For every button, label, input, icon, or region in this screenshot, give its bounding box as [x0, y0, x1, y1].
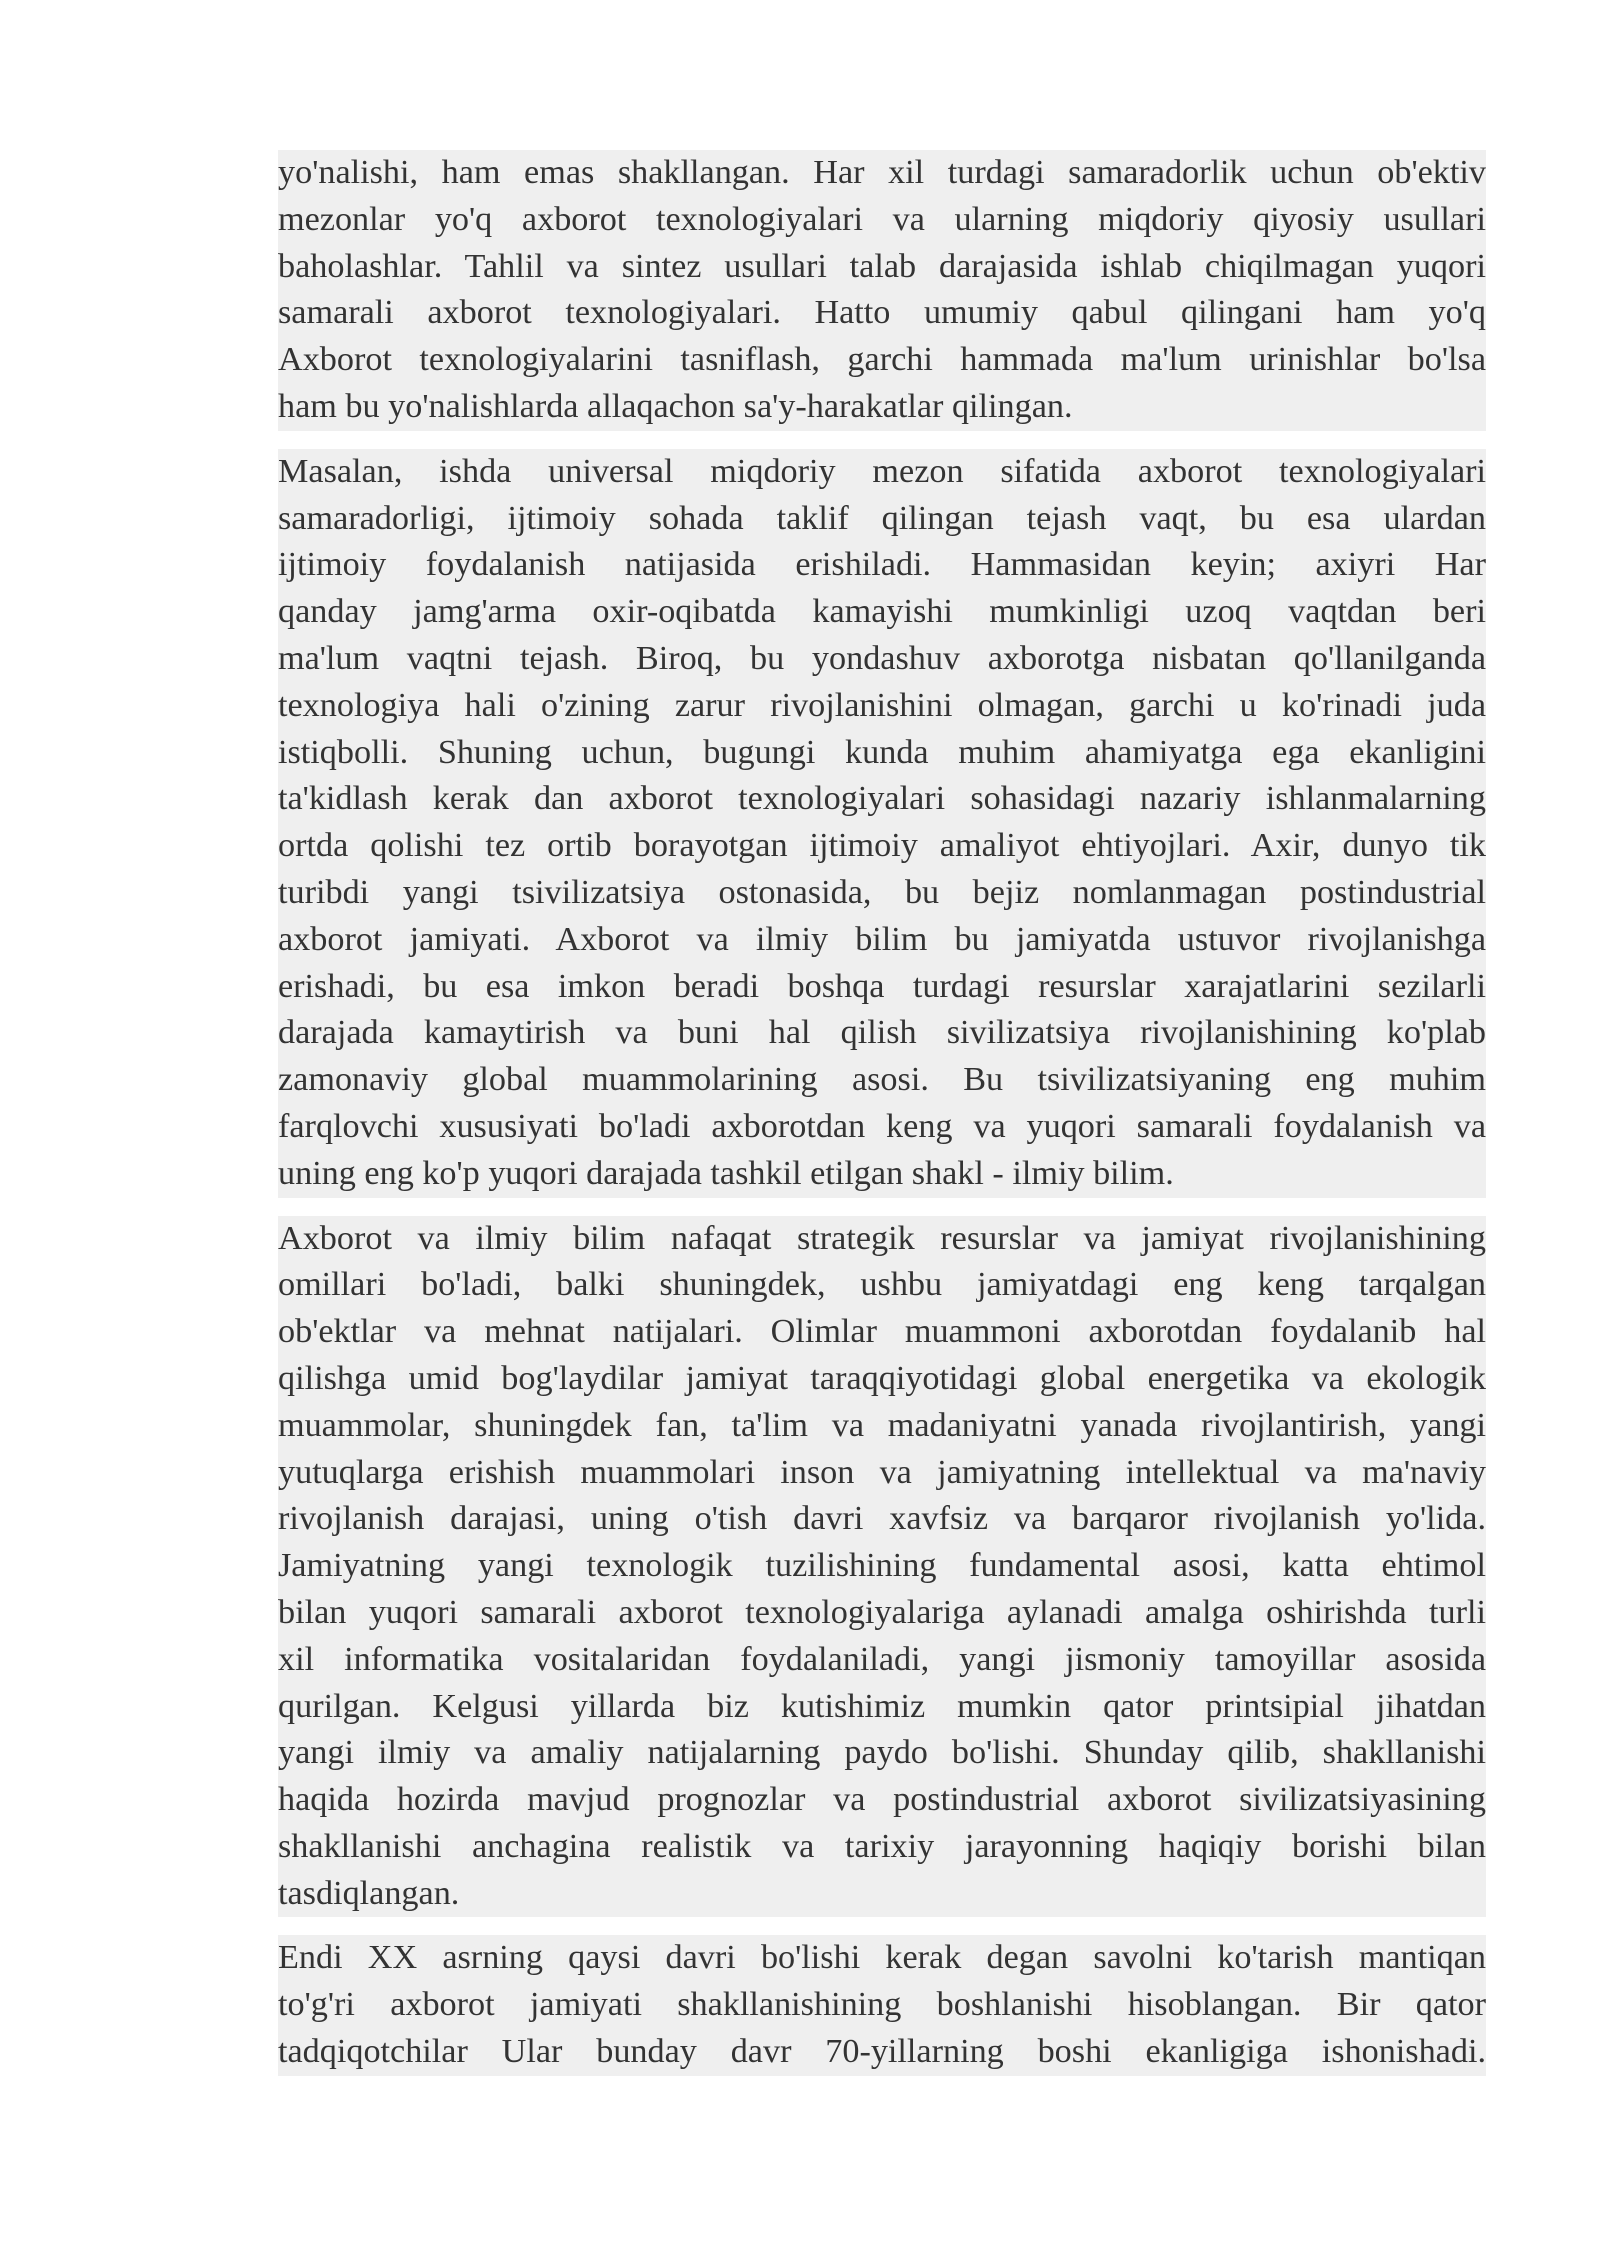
text-line: to'g'ri axborot jamiyati shakllanishining boshlanishi hisoblangan. Bir qator — [278, 1982, 1486, 2029]
text-line: ijtimoiy foydalanish natijasida erishiladi. Hammasidan keyin; axiyri Har — [278, 542, 1486, 589]
text-line: zamonaviy global muammolarining asosi. Bu tsivilizatsiyaning eng muhim — [278, 1057, 1486, 1104]
text-line: qurilgan. Kelgusi yillarda biz kutishimiz mumkin qator printsipial jihatdan — [278, 1684, 1486, 1731]
text-line: ma'lum vaqtni tejash. Biroq, bu yondashuv axborotga nisbatan qo'llanilganda — [278, 636, 1486, 683]
text-line: samarali axborot texnologiyalari. Hatto umumiy qabul qilingani ham yo'q — [278, 290, 1486, 337]
text-line: shakllanishi anchagina realistik va tarixiy jarayonning haqiqiy borishi bilan — [278, 1824, 1486, 1871]
text-line: axborot jamiyati. Axborot va ilmiy bilim bu jamiyatda ustuvor rivojlanishga — [278, 917, 1486, 964]
paragraph-2 — [278, 449, 1486, 1198]
text-line: ob'ektlar va mehnat natijalari. Olimlar muammoni axborotdan foydalanib hal — [278, 1309, 1486, 1356]
text-line: bilan yuqori samarali axborot texnologiyalariga aylanadi amalga oshirishda turli — [278, 1590, 1486, 1637]
text-line: ortda qolishi tez ortib borayotgan ijtimoiy amaliyot ehtiyojlari. Axir, dunyo tik — [278, 823, 1486, 870]
text-line: texnologiya hali o'zining zarur rivojlanishini olmagan, garchi u ko'rinadi juda — [278, 683, 1486, 730]
text-line: ham bu yo'nalishlarda allaqachon sa'y-harakatlar qilingan. — [278, 384, 1486, 431]
text-line: qilishga umid bog'laydilar jamiyat taraqqiyotidagi global energetika va ekologik — [278, 1356, 1486, 1403]
text-line: istiqbolli. Shuning uchun, bugungi kunda muhim ahamiyatga ega ekanligini — [278, 730, 1486, 777]
text-line: yangi ilmiy va amaliy natijalarning paydo bo'lishi. Shunday qilib, shakllanishi — [278, 1730, 1486, 1777]
paragraph-3 — [278, 1216, 1486, 1918]
text-line: Axborot texnologiyalarini tasniflash, garchi hammada ma'lum urinishlar bo'lsa — [278, 337, 1486, 384]
text-line: turibdi yangi tsivilizatsiya ostonasida, bu bejiz nomlanmagan postindustrial — [278, 870, 1486, 917]
text-line: uning eng ko'p yuqori darajada tashkil etilgan shakl - ilmiy bilim. — [278, 1151, 1486, 1198]
text-line: yo'nalishi, ham emas shakllangan. Har xil turdagi samaradorlik uchun ob'ektiv — [278, 150, 1486, 197]
document-body — [278, 150, 1486, 2094]
text-line: tadqiqotchilar Ular bunday davr 70-yillarning boshi ekanligiga ishonishadi. — [278, 2029, 1486, 2076]
text-line: yutuqlarga erishish muammolari inson va jamiyatning intellektual va ma'naviy — [278, 1450, 1486, 1497]
text-line: samaradorligi, ijtimoiy sohada taklif qilingan tejash vaqt, bu esa ulardan — [278, 496, 1486, 543]
text-line: Jamiyatning yangi texnologik tuzilishining fundamental asosi, katta ehtimol — [278, 1543, 1486, 1590]
text-line: ta'kidlash kerak dan axborot texnologiyalari sohasidagi nazariy ishlanmalarning — [278, 776, 1486, 823]
text-line: Axborot va ilmiy bilim nafaqat strategik resurslar va jamiyat rivojlanishining — [278, 1216, 1486, 1263]
text-line: erishadi, bu esa imkon beradi boshqa turdagi resurslar xarajatlarini sezilarli — [278, 964, 1486, 1011]
text-line: baholashlar. Tahlil va sintez usullari talab darajasida ishlab chiqilmagan yuqori — [278, 244, 1486, 291]
text-line: tasdiqlangan. — [278, 1871, 1486, 1918]
text-line: Masalan, ishda universal miqdoriy mezon sifatida axborot texnologiyalari — [278, 449, 1486, 496]
text-line: haqida hozirda mavjud prognozlar va postindustrial axborot sivilizatsiyasining — [278, 1777, 1486, 1824]
text-line: Endi XX asrning qaysi davri bo'lishi kerak degan savolni ko'tarish mantiqan — [278, 1935, 1486, 1982]
text-line: omillari bo'ladi, balki shuningdek, ushbu jamiyatdagi eng keng tarqalgan — [278, 1262, 1486, 1309]
text-line: xil informatika vositalaridan foydalaniladi, yangi jismoniy tamoyillar asosida — [278, 1637, 1486, 1684]
paragraph-4 — [278, 1935, 1486, 2075]
text-line: qanday jamg'arma oxir-oqibatda kamayishi mumkinligi uzoq vaqtdan beri — [278, 589, 1486, 636]
text-line: farqlovchi xususiyati bo'ladi axborotdan keng va yuqori samarali foydalanish va — [278, 1104, 1486, 1151]
text-line: muammolar, shuningdek fan, ta'lim va madaniyatni yanada rivojlantirish, yangi — [278, 1403, 1486, 1450]
text-line: darajada kamaytirish va buni hal qilish sivilizatsiya rivojlanishining ko'plab — [278, 1010, 1486, 1057]
text-line: rivojlanish darajasi, uning o'tish davri xavfsiz va barqaror rivojlanish yo'lida. — [278, 1496, 1486, 1543]
paragraph-1 — [278, 150, 1486, 431]
text-line: mezonlar yo'q axborot texnologiyalari va ularning miqdoriy qiyosiy usullari — [278, 197, 1486, 244]
